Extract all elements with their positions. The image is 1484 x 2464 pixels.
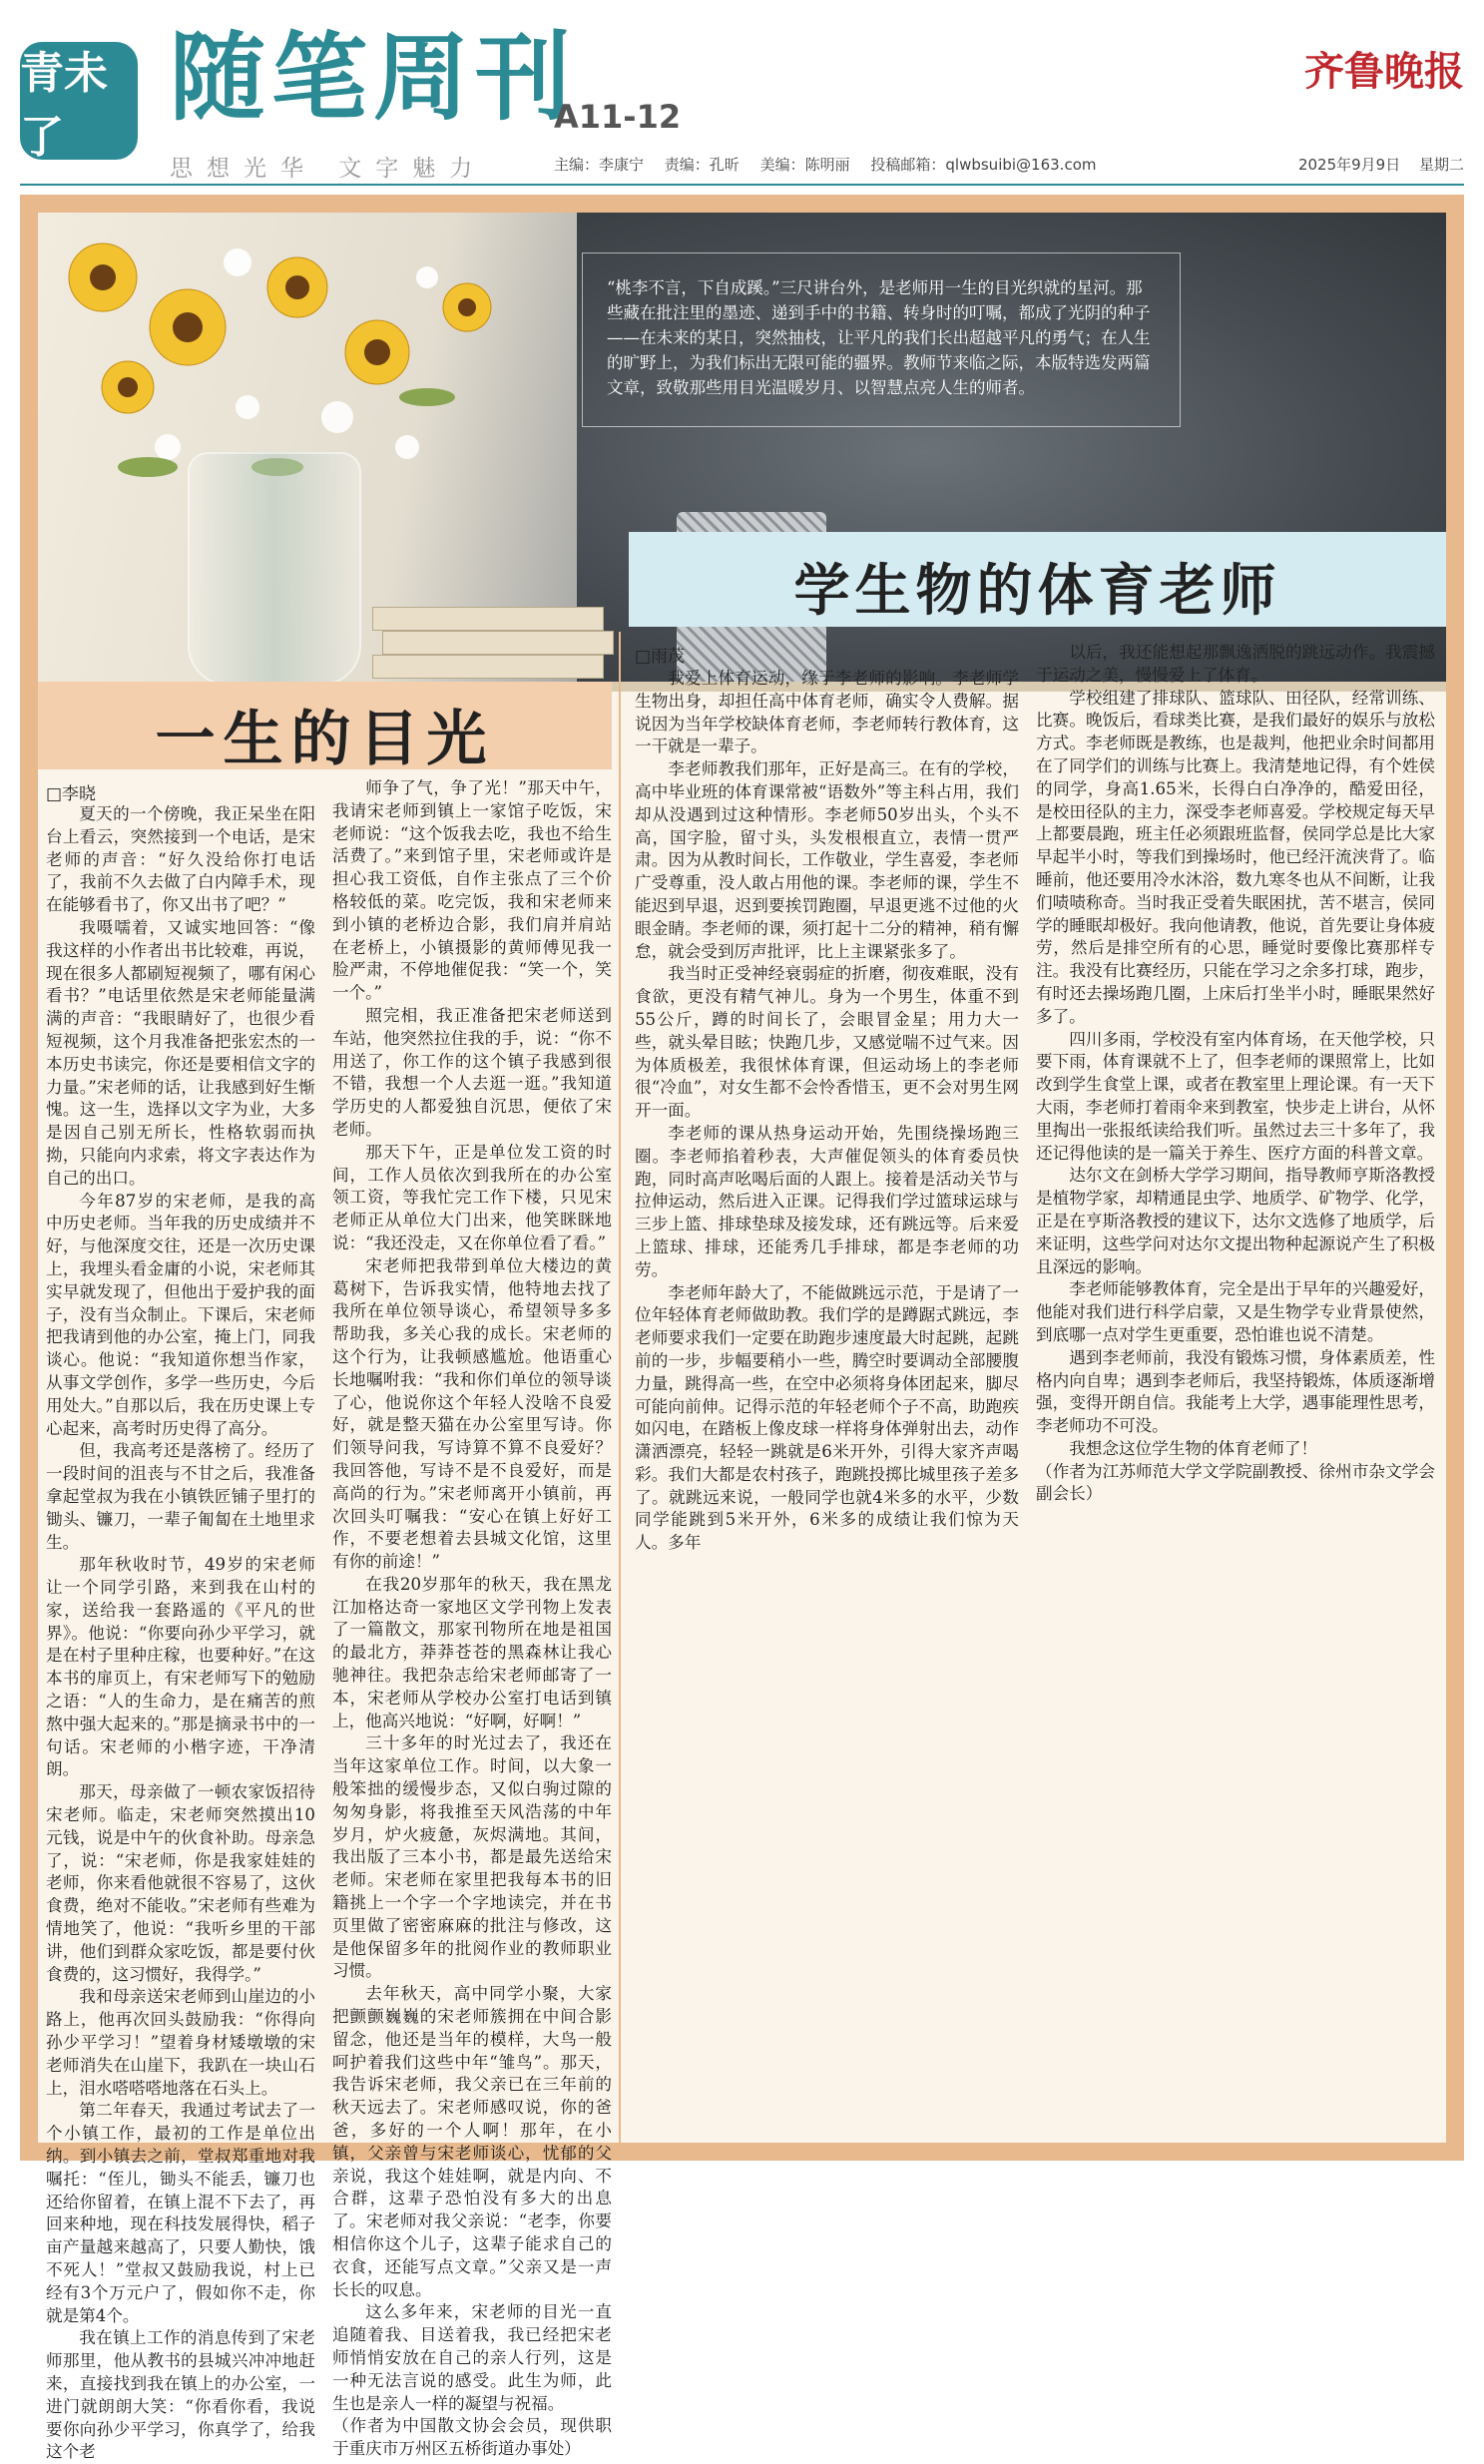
paragraph: 我在镇上工作的消息传到了宋老师那里，他从教书的县城兴冲冲地赶来，直接找到我在镇上的办公室，一进门就朗朗大笑：“你看你看，我说要你向孙少平学习，你真学了，给我这个老 (46, 2328, 315, 2462)
section-slogan: 思想光华 文字魅力 (170, 156, 487, 182)
article1-title: 一生的目光 (155, 705, 495, 774)
glass-vase-image (188, 452, 361, 686)
paragraph: 李老师教我们那年，正好是高三。在有的学校，高中毕业班的体育课常被“语数外”等主科占用，我们却从没遇到过这种情形。李老师50岁出头，个头不高，国字脸，留寸头，头发根根直立，表情一贯严肃。因为从教时间长，工作敬业，学生喜爱，李老师广受尊重，没人敢占用他的课。李老师的课，学生不能迟到早退，迟到要挨罚跑圈，早退更逃不过他的火眼金睛。李老师的课，须打起十二分的精神，稍有懈怠，就会受到厉声批评，比上主课紧张多了。 (635, 759, 1019, 961)
credit-designer: 美编：陈明丽 (759, 156, 850, 174)
paragraph: 宋老师把我带到单位大楼边的黄葛树下，告诉我实情，他特地去找了我所在单位领导谈心，希望领导多多帮助我，多关心我的成长。宋老师的这个行为，让我顿感尴尬。他语重心长地嘱咐我：“我和你们单位的领导谈了心，他说你这个年轻人没啥不良爱好，就是整天猫在办公室里写诗。你们领导问我，写诗算不算不良爱好？我回答他，写诗不是不良爱好，而是高尚的行为。”宋老师离开小镇前，再次回头叮嘱我：“安心在镇上好好工作，不要老想着去县城文化馆，这里有你的前途！” (332, 1255, 612, 1572)
dateline (1284, 154, 1464, 175)
book-image (372, 607, 604, 631)
paragraph: 三十多年的时光过去了，我还在当年这家单位工作。时间，以大象一般笨拙的缓慢步态，又似白驹过隙的匆匆身影，将我推至天风浩荡的中年岁月，炉火疲惫，灰烬满地。其间，我出版了三本小书，都是最先送给宋老师。宋老师在家里把我每本书的旧籍挑上一个字一个字地读完，并在书页里做了密密麻麻的批注与修改，这是他保留多年的批阅作业的教师职业习惯。 (332, 1733, 612, 1981)
article2-column-2 (1036, 642, 1435, 2136)
page-content (38, 213, 1446, 2462)
paragraph: 照完相，我正准备把宋老师送到车站，他突然拉住我的手，说：“你不用送了，你工作的这个镇子我感到很不错，我想一个人去逛一逛。”我知道学历史的人都爱独自沉思，便依了宋老师。 (332, 1005, 612, 1139)
article1-column-2 (332, 777, 612, 2459)
paragraph: 那年秋收时节，49岁的宋老师让一个同学引路，来到我在山村的家，送给我一套路遥的《平凡的世界》。他说：“你要向孙少平学习，就是在村子里种庄稼，也要种好。”在这本书的扉页上，有宋老师写下的勉励之语：“人的生命力，是在痛苦的煎熬中强大起来的。”那是摘录书中的一句话。宋老师的小楷字迹，干净清朗。 (46, 1555, 315, 1779)
hero-intro: “桃李不言，下自成蹊。”三尺讲台外，是老师用一生的目光织就的星河。那些藏在批注里的墨迹、递到手中的书籍、转身时的叮嘱，都成了光阴的种子——在未来的某日，突然抽枝，让平凡的我们长出超越平凡的勇气；在人生的旷野上，为我们标出无限可能的疆界。教师节来临之际，本版特选发两篇文章，致敬那些用目光温暖岁月、以智慧点亮人生的师者。 (582, 252, 1181, 427)
paragraph: 去年秋天，高中同学小聚，大家把颤颤巍巍的宋老师簇拥在中间合影留念，他还是当年的模样，大鸟一般呵护着我们这些中年“雏鸟”。那天，我告诉宋老师，我父亲已在三年前的秋天远去了。宋老师感叹说，你的爸爸，多好的一个人啊！那年，在小镇，父亲曾与宋老师谈心，忧郁的父亲说，我这个娃娃啊，就是内向、不合群，这辈子恐怕没有多大的出息了。宋老师对我父亲说：“老李，你要相信你这个儿子，这辈子能求自己的衣食，还能写点文章。”父亲又是一声长长的叹息。 (332, 1984, 612, 2299)
credit-chief-editor: 主编：李康宁 (554, 156, 645, 174)
paragraph: 我想念这位学生物的体育老师了！ (1069, 1438, 1318, 1458)
book-image (372, 655, 604, 679)
credit-email: 投稿邮箱：qlwbsuibi@163.com (870, 156, 1097, 174)
paragraph: 那天，母亲做了一顿农家饭招待宋老师。临走，宋老师突然摸出10元钱，说是中午的伙食补助。母亲急了，说：“宋老师，你是我家娃娃的老师，你来看他就很不容易了，这伙食费，绝对不能收。”宋老师有些难为情地笑了，他说：“我听乡里的干部讲，他们到群众家吃饭，都是要付伙食费的，这习惯好，我得学。” (46, 1782, 315, 1984)
paragraph: 我和母亲送宋老师到山崖边的小路上，他再次回头鼓励我：“你得向孙少平学习！”望着身材矮墩墩的宋老师消失在山崖下，我趴在一块山石上，泪水嗒嗒嗒地落在石头上。 (46, 1987, 315, 2098)
paragraph: 今年87岁的宋老师，是我的高中历史老师。当年我的历史成绩并不好，与他深度交往，还是一次历史课上，我埋头看金庸的小说，宋老师其实早就发现了，但他出于爱护我的面子，没有当众制止。下课后，宋老师把我请到他的办公室，掩上门，同我谈心。他说：“我知道你想当作家，从事文学创作，多学一些历史，今后用处大。”自那以后，我在历史课上专心起来，高考时历史得了高分。 (46, 1191, 315, 1438)
credit-editor: 责编：孔昕 (664, 156, 740, 174)
paragraph: 学校组建了排球队、篮球队、田径队，经常训练、比赛。晚饭后，看球类比赛，是我们最好的娱乐与放松方式。李老师既是教练，也是裁判，他把业余时间都用在了同学们的训练与比赛上。我清楚地记得，有个姓侯的同学，身高1.65米，长得白白净净的，酷爱田径，是校田径队的主力，深受李老师喜爱。学校规定每天早上都要晨跑，班主任必须跟班监督，侯同学总是比大家早起半小时，等我们到操场时，他已经汗流浃背了。临睡前，他还要用冷水沐浴，数九寒冬也从不间断，让我们啧啧称奇。当时我正受着失眠困扰，苦不堪言，侯同学的睡眠却极好。我向他请教，他说，首先要让身体疲劳，然后是排空所有的心思，睡觉时要像比赛那样专注。我没有比赛经历，只能在学习之余多打球，跑步，有时还去操场跑几圈，上床后打坐半小时，睡眠果然好多了。 (1036, 688, 1435, 1026)
paragraph: 我嗫嚅着，又诚实地回答：“像我这样的小作者出书比较难，再说，现在很多人都刷短视频了，哪有闲心看书？”电话里依然是宋老师能量满满的声音：“我眼睛好了，也很少看短视频，这个月我准备把张宏杰的一本历史书读完，你还是要相信文字的力量。”宋老师的话，让我感到好生惭愧。这一生，选择以文字为业，大多是因自己别无所长，性格软弱而执拗，只能向内求索，将文字表达作为自己的出口。 (46, 917, 315, 1188)
paragraph: 这么多年来，宋老师的目光一直追随着我、目送着我，我已经把宋老师悄悄安放在自己的亲人行列，这是一种无法言说的感受。此生为师，此生也是亲人一样的凝望与祝福。 (332, 2302, 612, 2413)
book-image (382, 631, 614, 655)
page-number: A11-12 (554, 98, 682, 136)
section-title: 随笔周刊 (170, 21, 577, 134)
issue-weekday: 星期二 (1418, 156, 1464, 174)
paragraph: 以后，我还能想起那飘逸洒脱的跳远动作。我震撼于运动之美，慢慢爱上了体育。 (1036, 643, 1435, 685)
paragraph: 遇到李老师前，我没有锻炼习惯，身体素质差，性格内向自卑；遇到李老师后，我坚持锻炼，体质逐渐增强，变得开朗自信。我能考上大学，遇事能理性思考，李老师功不可没。 (1036, 1347, 1435, 1436)
page-frame (20, 195, 1464, 2462)
article2-title: 学生物的体育老师 (793, 558, 1281, 624)
column-divider (619, 632, 621, 2143)
header-rule (20, 184, 1464, 186)
paragraph: 师争了气，争了光！”那天中午，我请宋老师到镇上一家馆子吃饭，宋老师说：“这个饭我去吃，我也不给生活费了。”来到馆子里，宋老师或许是担心我工资低，自作主张点了三个价格较低的菜。吃完饭，我和宋老师来到小镇的老桥边合影，我们肩并肩站在老桥上，小镇摄影的黄师傅见我一脸严肃，不停地催促我：“笑一个，笑一个。” (332, 778, 612, 1003)
author-note: （作者为中国散文协会会员，现供职于重庆市万州区五桥街道办事处） (332, 2416, 612, 2459)
paragraph: 我当时正受神经衰弱症的折磨，彻夜难眠，没有食欲，更没有精气神儿。身为一个男生，体重不到55公斤，蹲的时间长了，会眼冒金星；用力大一些，就头晕目眩；快跑几步，又感觉喘不过气来。因为体质极差，我很怵体育课，但运动场上的李老师很“冷血”，对女生都不会怜香惜玉，更不会对男生网开一面。 (635, 964, 1019, 1121)
section-logo (20, 42, 138, 163)
masthead (0, 0, 1484, 180)
paragraph: 四川多雨，学校没有室内体育场，在天他学校，只要下雨，体育课就不上了，但李老师的课照常上，比如改到学生食堂上课，或者在教室里上理论课。有一天下大雨，李老师打着雨伞来到教室，快步走上讲台，从怀里掏出一张报纸读给我们听。虽然过去三十多年了，我还记得他读的是一篇关于养生、医疗方面的科普文章。 (1036, 1029, 1435, 1163)
newspaper-name: 齐鲁晚报 (1304, 48, 1464, 95)
article1-column-1 (46, 803, 315, 2462)
article2-column-1 (635, 668, 1019, 2136)
article2-byline: □雨茂 (635, 647, 686, 667)
logo-text: 青未了 (20, 48, 108, 163)
article1-byline: □李晓 (46, 784, 97, 804)
author-note: （作者为江苏师范大学文学院副教授、徐州市杂文学会副会长） (1036, 1461, 1435, 1504)
book-stack-image (372, 607, 632, 682)
paragraph: 那天下午，正是单位发工资的时间，工作人员依次到我所在的办公室领工资，等我忙完工作下楼，只见宋老师正从单位大门出来，他笑眯眯地说：“我还没走，又在你单位看了看。” (332, 1142, 612, 1252)
issue-date: 2025年9月9日 (1297, 156, 1401, 174)
paragraph: 第二年春天，我通过考试去了一个小镇工作，最初的工作是单位出纳。到小镇去之前，堂叔郑重地对我嘱托：“侄儿，锄头不能丢，镰刀也还给你留着，在镇上混不下去了，再回来种地，现在科技发展得快，稻子亩产量越来越高了，只要人勤快，饿不死人！”堂叔又鼓励我说，村上已经有3个万元户了，假如你不走，你就是第4个。 (46, 2101, 315, 2325)
paragraph: 在我20岁那年的秋天，我在黑龙江加格达奇一家地区文学刊物上发表了一篇散文，那家刊物所在地是祖国的最北方，莽莽苍苍的黑森林让我心驰神往。我把杂志给宋老师邮寄了一本，宋老师从学校办公室打电话到镇上，他高兴地说：“好啊，好啊！” (332, 1574, 612, 1730)
paragraph: 李老师年龄大了，不能做跳远示范，于是请了一位年轻体育老师做助教。我们学的是蹲踞式跳远，李老师要求我们一定要在助跑步速度最大时起跳，起跳前的一步，步幅要稍小一些，腾空时要调动全部腰腹力量，跳得高一些，在空中必须将身体团起来，脚尽可能向前伸。记得示范的年轻老师个子不高，助跑疾如闪电，在踏板上像皮球一样将身体弹射出去，动作潇洒漂亮，轻轻一跳就是6米开外，引得大家齐声喝彩。我们大都是农村孩子，跑跳投掷比城里孩子差多了。就跳远来说，一般同学也就4米多的水平，少数同学能跳到5米开外，6米多的成绩让我们惊为天人。多年 (635, 1282, 1019, 1553)
paragraph: 夏天的一个傍晚，我正呆坐在阳台上看云，突然接到一个电话，是宋老师的声音：“好久没给你打电话了，我前不久去做了白内障手术，现在能够看书了，你又出书了吧？” (46, 804, 315, 915)
paragraph: 但，我高考还是落榜了。经历了一段时间的沮丧与不甘之后，我准备拿起堂叔为我在小镇铁匠铺子里打的锄头、镰刀，一辈子匍匐在土地里求生。 (46, 1441, 315, 1552)
paragraph: 李老师的课从热身运动开始，先围绕操场跑三圈。李老师掐着秒表，大声催促领头的体育委员快跑，同时高声吆喝后面的人跟上。接着是活动关节与拉伸运动，然后进入正课。记得我们学过篮球运球与三步上篮、排球垫球及接发球，还有跳远等。后来爱上篮球、排球，还能秀几手排球，都是李老师的功劳。 (635, 1123, 1019, 1279)
paragraph: 李老师能够教体育，完全是出于早年的兴趣爱好，他能对我们进行科学启蒙，又是生物学专业背景使然，到底哪一点对学生更重要，恐怕谁也说不清楚。 (1036, 1279, 1435, 1344)
paragraph: 达尔文在剑桥大学学习期间，指导教师亨斯洛教授是植物学家，却精通昆虫学、地质学、矿物学、化学，正是在亨斯洛教授的建议下，达尔文选修了地质学，后来证明，这些学问对达尔文提出物种起源说产生了积极且深远的影响。 (1036, 1166, 1435, 1276)
paragraph: 我爱上体育运动，缘于李老师的影响。李老师学生物出身，却担任高中体育老师，确实令人费解。据说因为当年学校缺体育老师，李老师转行教体育，这一干就是一辈子。 (635, 669, 1019, 756)
editor-credits (554, 154, 1112, 175)
